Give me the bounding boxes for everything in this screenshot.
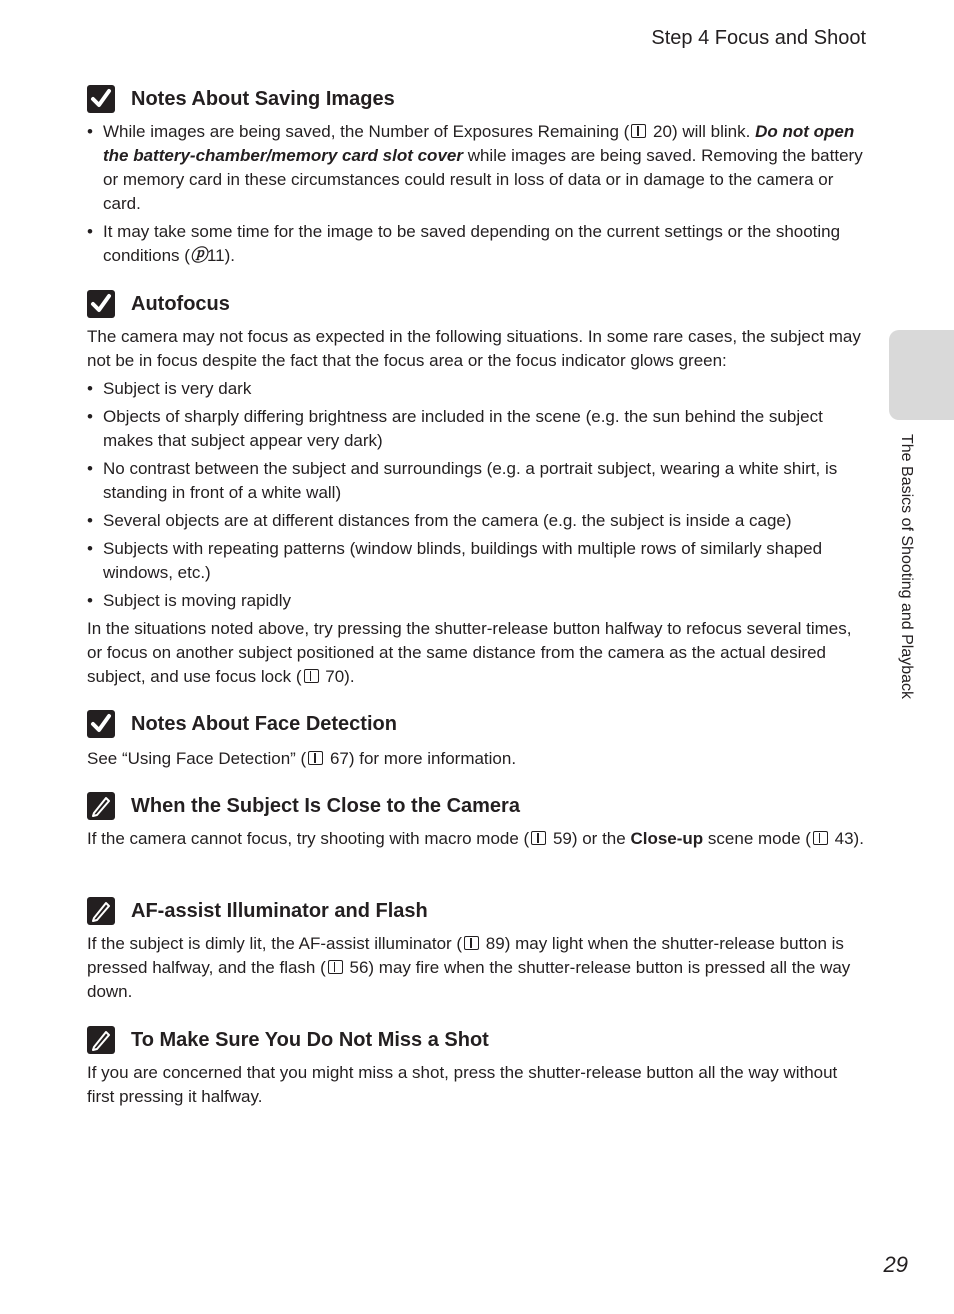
pencil-note-icon [87,1026,115,1054]
page-number: 29 [883,1252,908,1277]
book-ref-icon [308,751,323,765]
section-title: Notes About Saving Images [131,87,395,110]
section-autofocus [87,287,867,689]
section-title: AF-assist Illuminator and Flash [131,899,428,922]
pencil-note-icon [87,897,115,925]
section-outro: In the situations noted above, try pressing the shutter-release button halfway to refocus several times, or focus on another subject positioned at the same distance from the camera as the actual desired subject, and use focus lock ( 70). [87,619,852,686]
section-header [87,894,867,928]
list-item: • Subject is moving rapidly [87,589,867,613]
section-title: When the Subject Is Close to the Camera [131,794,520,817]
section-header [87,287,867,321]
section-header [87,1023,867,1057]
setting-ref-icon: ⓟ [189,246,207,265]
list-item: • No contrast between the subject and surroundings (e.g. a portrait subject, wearing a white shirt, is standing in front of a white wall) [87,457,867,505]
book-ref-icon [304,669,319,683]
list-item: • Several objects are at different distances from the camera (e.g. the subject is inside a cage) [87,509,867,533]
section-text: See “Using Face Detection” ( 67) for more information. [87,749,517,768]
book-ref-icon [631,124,646,138]
caution-check-icon [87,85,115,113]
section-close-subject [87,789,867,851]
section-text: If you are concerned that you might miss a shot, press the shutter-release button all the way without first pressing it halfway. [87,1063,838,1106]
list-item: • While images are being saved, the Number of Exposures Remaining ( 20) will blink. Do not open the battery-chamber/memory card slot cover while images are being saved. Removing the battery or memory card in these circumstances could result in loss of data or in damage to the camera or card. [87,120,867,216]
section-title: To Make Sure You Do Not Miss a Shot [131,1028,489,1051]
section-af-assist [87,894,867,1004]
caution-check-icon [87,710,115,738]
section-title: Autofocus [131,292,230,315]
bullet-list [87,377,867,613]
section-saving-images [87,82,867,268]
section-header [87,82,867,116]
section-header [87,707,867,741]
book-ref-icon [813,831,828,845]
page-header-title: Step 4 Focus and Shoot [651,27,866,49]
book-ref-icon [328,960,343,974]
section-header [87,789,867,823]
chapter-tab [889,330,954,420]
list-item: • Subjects with repeating patterns (window blinds, buildings with multiple rows of similarly shaped windows, etc.) [87,537,867,585]
section-intro: The camera may not focus as expected in the following situations. In some rare cases, the subject may not be in focus despite the fact that the focus area or the focus indicator glows green: [87,327,861,370]
section-miss-shot [87,1023,867,1109]
book-ref-icon [464,936,479,950]
book-ref-icon [531,831,546,845]
list-item: • It may take some time for the image to be saved depending on the current settings or the shooting conditions (ⓟ11). [87,220,867,268]
chapter-tab-label: The Basics of Shooting and Playback [898,434,915,700]
caution-check-icon [87,290,115,318]
list-item: • Subject is very dark [87,377,867,401]
bullet-list [87,120,867,268]
section-text: If the camera cannot focus, try shooting with macro mode ( 59) or the Close-up scene mode ( 43). [87,829,864,848]
section-face-detection [87,707,867,771]
section-text: If the subject is dimly lit, the AF-assist illuminator ( 89) may light when the shutter-release button is pressed halfway, and the flash ( 56) may fire when the shutter-release button is pressed all the way down. [87,934,851,1001]
list-item: • Objects of sharply differing brightness are included in the scene (e.g. the sun behind the subject makes that subject appear very dark) [87,405,867,453]
section-title: Notes About Face Detection [131,712,397,735]
pencil-note-icon [87,792,115,820]
